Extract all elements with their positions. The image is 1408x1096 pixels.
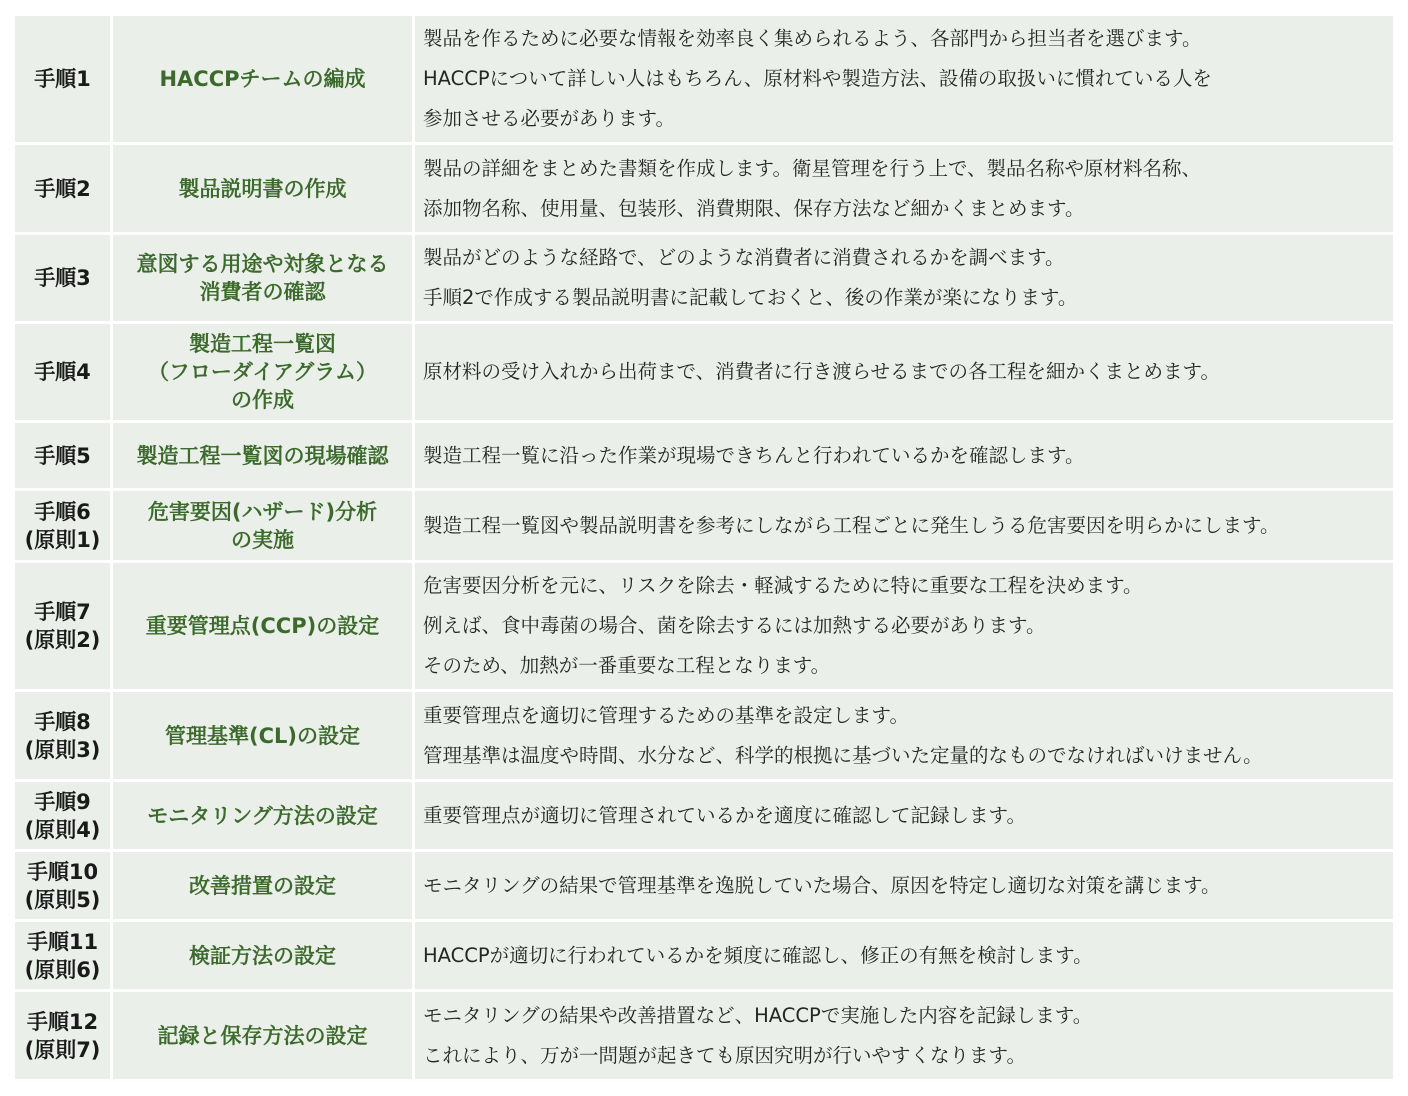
step-title-line: HACCPチームの編成: [159, 67, 366, 91]
step-title-cell: [113, 423, 412, 488]
step-number-line: 手順3: [34, 266, 91, 290]
step-description-line: 重要管理点が適切に管理されているかを適度に確認して記録します。: [423, 803, 1026, 827]
step-title-line: 記録と保存方法の設定: [157, 1023, 368, 1048]
step-description-cell: [415, 423, 1393, 488]
step-number-line: 手順7: [34, 600, 91, 624]
step-number-line: 手順8: [34, 709, 91, 734]
step-title-line: 危害要因(ハザード)分析: [147, 499, 378, 524]
step-number-line: (原則3): [24, 737, 101, 762]
step-row: [15, 922, 1393, 989]
step-description-line: 原材料の受け入れから出荷まで、消費者に行き渡らせるまでの各工程を細かくまとめます。: [423, 360, 1220, 383]
step-title-line: モニタリング方法の設定: [147, 803, 378, 828]
step-title-cell: [113, 852, 412, 919]
step-row: [15, 235, 1393, 321]
step-description-cell: [415, 692, 1393, 779]
step-number-cell: [15, 992, 110, 1079]
step-number-line: (原則2): [24, 628, 101, 652]
step-row: [15, 852, 1393, 919]
step-number-cell: [15, 692, 110, 779]
step-title-cell: [113, 782, 412, 849]
step-title-cell: [113, 692, 412, 779]
step-title-cell: [113, 922, 412, 989]
step-title-line: 管理基準(CL)の設定: [165, 723, 360, 748]
step-description-line: 製品を作るために必要な情報を効率良く集められるよう、各部門から担当者を選びます。: [423, 27, 1202, 50]
step-number-cell: [15, 491, 110, 560]
haccp-steps-body: [15, 16, 1393, 1079]
step-row: [15, 16, 1393, 142]
step-number-line: 手順9: [34, 789, 91, 814]
step-description-line: 製品の詳細をまとめた書類を作成します。衛星管理を行う上で、製品名称や原材料名称、: [423, 156, 1202, 180]
step-row: [15, 324, 1393, 420]
step-number-cell: [15, 563, 110, 689]
step-row: [15, 145, 1393, 232]
step-description-line: 管理基準は温度や時間、水分など、科学的根拠に基づいた定量的なものでなければいけません。: [423, 743, 1263, 767]
step-number-cell: [15, 423, 110, 488]
step-description-cell: [415, 563, 1393, 689]
step-title-cell: [113, 563, 412, 689]
step-title-cell: [113, 16, 412, 142]
step-description-cell: [415, 145, 1393, 232]
step-description-line: 危害要因分析を元に、リスクを除去・軽減するために特に重要な工程を決めます。: [423, 574, 1143, 597]
step-number-line: 手順5: [34, 443, 91, 468]
step-number-cell: [15, 324, 110, 420]
step-description-cell: [415, 491, 1393, 560]
step-description-line: 例えば、食中毒菌の場合、菌を除去するには加熱する必要があります。: [423, 614, 1046, 637]
step-description-line: 製造工程一覧に沿った作業が現場できちんと行われているかを確認します。: [423, 443, 1085, 467]
step-number-line: 手順11: [26, 929, 99, 954]
step-row: [15, 782, 1393, 849]
step-number-line: (原則5): [24, 887, 101, 912]
step-number-line: (原則7): [24, 1037, 101, 1062]
step-title-line: 重要管理点(CCP)の設定: [145, 614, 380, 638]
step-title-line: （フローダイアグラム）: [147, 360, 378, 384]
step-number-line: 手順1: [34, 67, 91, 91]
step-description-line: 重要管理点を適切に管理するための基準を設定します。: [423, 703, 909, 727]
step-description-line: 添加物名称、使用量、包装形、消費期限、保存方法など細かくまとめます。: [423, 196, 1085, 220]
step-title-line: 消費者の確認: [199, 280, 326, 304]
step-number-line: 手順10: [26, 859, 99, 884]
step-number-cell: [15, 235, 110, 321]
step-number-cell: [15, 922, 110, 989]
step-row: [15, 992, 1393, 1079]
step-title-cell: [113, 145, 412, 232]
step-description-cell: [415, 782, 1393, 849]
step-description-line: 手順2で作成する製品説明書に記載しておくと、後の作業が楽になります。: [423, 286, 1078, 309]
step-title-line: 改善措置の設定: [189, 873, 336, 898]
step-title-cell: [113, 491, 412, 560]
step-description-line: モニタリングの結果で管理基準を逸脱していた場合、原因を特定し適切な対策を講じます。: [423, 873, 1221, 897]
step-description-cell: [415, 852, 1393, 919]
step-number-line: (原則6): [24, 957, 101, 982]
step-number-line: 手順4: [34, 360, 91, 384]
step-title-line: 意図する用途や対象となる: [136, 252, 389, 276]
step-description-line: 製品がどのような経路で、どのような消費者に消費されるかを調べます。: [423, 246, 1065, 269]
step-row: [15, 423, 1393, 488]
step-description-cell: [415, 16, 1393, 142]
step-description-cell: [415, 324, 1393, 420]
step-number-cell: [15, 852, 110, 919]
step-description-line: これにより、万が一問題が起きても原因究明が行いやすくなります。: [423, 1043, 1026, 1067]
step-number-cell: [15, 145, 110, 232]
step-number-cell: [15, 782, 110, 849]
step-title-line: 製品説明書の作成: [178, 176, 347, 201]
step-title-line: 検証方法の設定: [189, 943, 336, 968]
step-description-line: そのため、加熱が一番重要な工程となります。: [423, 654, 831, 677]
step-description-line: 製造工程一覧図や製品説明書を参考にしながら工程ごとに発生しうる危害要因を明らかにします。: [423, 513, 1280, 537]
step-title-cell: [113, 992, 412, 1079]
step-description-line: HACCPが適切に行われているかを頻度に確認し、修正の有無を検討します。: [423, 943, 1093, 967]
step-description-line: モニタリングの結果や改善措置など、HACCPで実施した内容を記録します。: [423, 1003, 1093, 1027]
step-title-line: の実施: [231, 527, 294, 552]
step-title-line: 製造工程一覧図: [189, 332, 336, 356]
step-number-line: 手順2: [34, 176, 91, 201]
haccp-steps-table: [12, 13, 1396, 1082]
step-number-cell: [15, 16, 110, 142]
step-number-line: (原則4): [24, 817, 101, 842]
step-title-cell: [113, 324, 412, 420]
step-title-line: 製造工程一覧図の現場確認: [136, 443, 389, 468]
step-number-line: (原則1): [24, 527, 101, 552]
step-row: [15, 692, 1393, 779]
step-description-line: 参加させる必要があります。: [423, 107, 675, 130]
step-description-cell: [415, 235, 1393, 321]
step-title-cell: [113, 235, 412, 321]
step-number-line: 手順12: [26, 1009, 99, 1034]
step-description-cell: [415, 992, 1393, 1079]
step-description-cell: [415, 922, 1393, 989]
step-number-line: 手順6: [34, 499, 91, 524]
step-description-line: HACCPについて詳しい人はもちろん、原材料や製造方法、設備の取扱いに慣れている人を: [423, 67, 1212, 90]
step-row: [15, 563, 1393, 689]
step-row: [15, 491, 1393, 560]
step-title-line: の作成: [231, 388, 294, 412]
